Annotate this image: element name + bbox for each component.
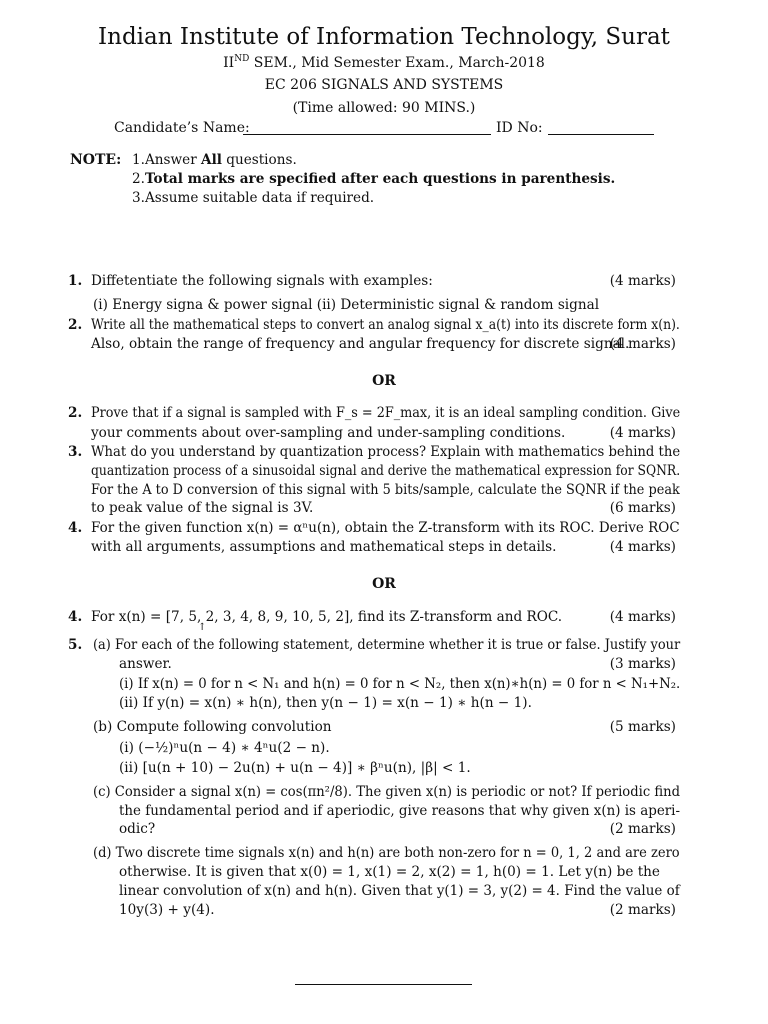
end-rule [295, 984, 472, 985]
q2b-text-line2: your comments about over-sampling and under-sampling conditions. [91, 425, 566, 441]
course-title: EC 206 SIGNALS AND SYSTEMS [264, 77, 504, 93]
note-label: NOTE: [70, 152, 122, 168]
q2b-text-line1: Prove that if a signal is sampled with F_s = 2F_max, it is an ideal sampling condition. Give [91, 405, 681, 421]
q5a-text-line2: answer. [119, 656, 172, 672]
q2a-text-line2: Also, obtain the range of frequency and angular frequency for discrete signal. [91, 336, 630, 352]
q5c-text-line1: (c) Consider a signal x(n) = cos(πn²/8). The given x(n) is periodic or not? If periodic find [93, 784, 681, 800]
q1-text-line2: (i) Energy signa & power signal (ii) Deterministic signal & random signal [93, 297, 600, 313]
question-number: 4. [68, 609, 83, 625]
q5c-text-line2: the fundamental period and if aperiodic, give reasons that why given x(n) is aperi- [119, 803, 681, 819]
q2a-text-line1: Write all the mathematical steps to convert an analog signal x_a(t) into its discrete form x(n). [91, 317, 680, 333]
q5a-item-ii: (ii) If y(n) = x(n) ∗ h(n), then y(n − 1) = x(n − 1) ∗ h(n − 1). [119, 695, 532, 711]
note-item-1: 1.Answer All questions. [132, 152, 297, 168]
origin-arrow-icon: ↑ [198, 622, 207, 633]
q5d-marks: (2 marks) [609, 902, 676, 918]
exam-line [0, 55, 768, 71]
q1-text-line1: Diffetentiate the following signals with examples: [91, 273, 433, 289]
q5d-text-line3: linear convolution of x(n) and h(n). Given that y(1) = 3, y(2) = 4. Find the value of [119, 883, 680, 899]
q5c-text-line3: odic? [119, 821, 156, 837]
q5d-text-line1: (d) Two discrete time signals x(n) and h(n) are both non-zero for n = 0, 1, 2 and are zero [93, 845, 680, 861]
institute-title: Indian Institute of Information Technology, Surat [98, 24, 670, 50]
sem-superscript: ND [234, 54, 250, 64]
q4a-marks: (4 marks) [609, 539, 676, 555]
time-allowed: (Time allowed: 90 MINS.) [292, 100, 476, 116]
id-label: ID No: [496, 120, 543, 136]
note-item-2: 2.Total marks are specified after each questions in parenthesis. [132, 171, 616, 187]
question-number: 5. [68, 637, 83, 653]
q3-text-line3: For the A to D conversion of this signal with 5 bits/sample, calculate the SQNR if the peak [91, 482, 680, 498]
q5d-text-line4: 10y(3) + y(4). [119, 902, 215, 918]
q4b-marks: (4 marks) [609, 609, 676, 625]
q5b-marks: (5 marks) [609, 719, 676, 735]
q3-text-line4: to peak value of the signal is 3V. [91, 500, 314, 516]
candidate-name-field[interactable] [243, 134, 491, 135]
question-number: 1. [68, 273, 83, 289]
question-number: 4. [68, 520, 83, 536]
q5c-marks: (2 marks) [609, 821, 676, 837]
or-divider: OR [372, 373, 396, 389]
q4b-text-line1: For x(n) = [7, 5, 2, 3, 4, 8, 9, 10, 5, 2], find its Z-transform and ROC. [91, 609, 563, 625]
candidate-name-label: Candidate’s Name: [114, 120, 250, 136]
q3-text-line2: quantization process of a sinusoidal signal and derive the mathematical expression for SQNR. [91, 463, 681, 479]
id-field[interactable] [548, 134, 654, 135]
q3-marks: (6 marks) [609, 500, 676, 516]
q5d-text-line2: otherwise. It is given that x(0) = 1, x(1) = 2, x(2) = 1, h(0) = 1. Let y(n) be the [119, 864, 660, 880]
q5a-text-line1: (a) For each of the following statement, determine whether it is true or false. Justify your [93, 637, 681, 653]
q5b-item-ii: (ii) [u(n + 10) − 2u(n) + u(n − 4)] ∗ βⁿu(n), |β| < 1. [119, 760, 471, 776]
q5a-item-i: (i) If x(n) = 0 for n < N₁ and h(n) = 0 for n < N₂, then x(n)∗h(n) = 0 for n < N₁+N₂. [119, 676, 681, 692]
question-number: 3. [68, 444, 83, 460]
q2b-marks: (4 marks) [609, 425, 676, 441]
q4a-text-line2: with all arguments, assumptions and mathematical steps in details. [91, 539, 557, 555]
q5a-marks: (3 marks) [609, 656, 676, 672]
q5b-item-i: (i) (−½)ⁿu(n − 4) ∗ 4ⁿu(2 − n). [119, 740, 330, 756]
question-number: 2. [68, 317, 83, 333]
sem-roman: II [223, 55, 235, 71]
question-number: 2. [68, 405, 83, 421]
q2a-marks: (4 marks) [609, 336, 676, 352]
q4a-text-line1: For the given function x(n) = αⁿu(n), obtain the Z-transform with its ROC. Derive ROC [91, 520, 680, 536]
q3-text-line1: What do you understand by quantization process? Explain with mathematics behind the [91, 444, 681, 460]
or-divider: OR [372, 576, 396, 592]
q1-marks: (4 marks) [609, 273, 676, 289]
q5b-text-line1: (b) Compute following convolution [93, 719, 332, 735]
exam-text: SEM., Mid Semester Exam., March-2018 [249, 55, 545, 71]
note-item-3: 3.Assume suitable data if required. [132, 190, 375, 206]
